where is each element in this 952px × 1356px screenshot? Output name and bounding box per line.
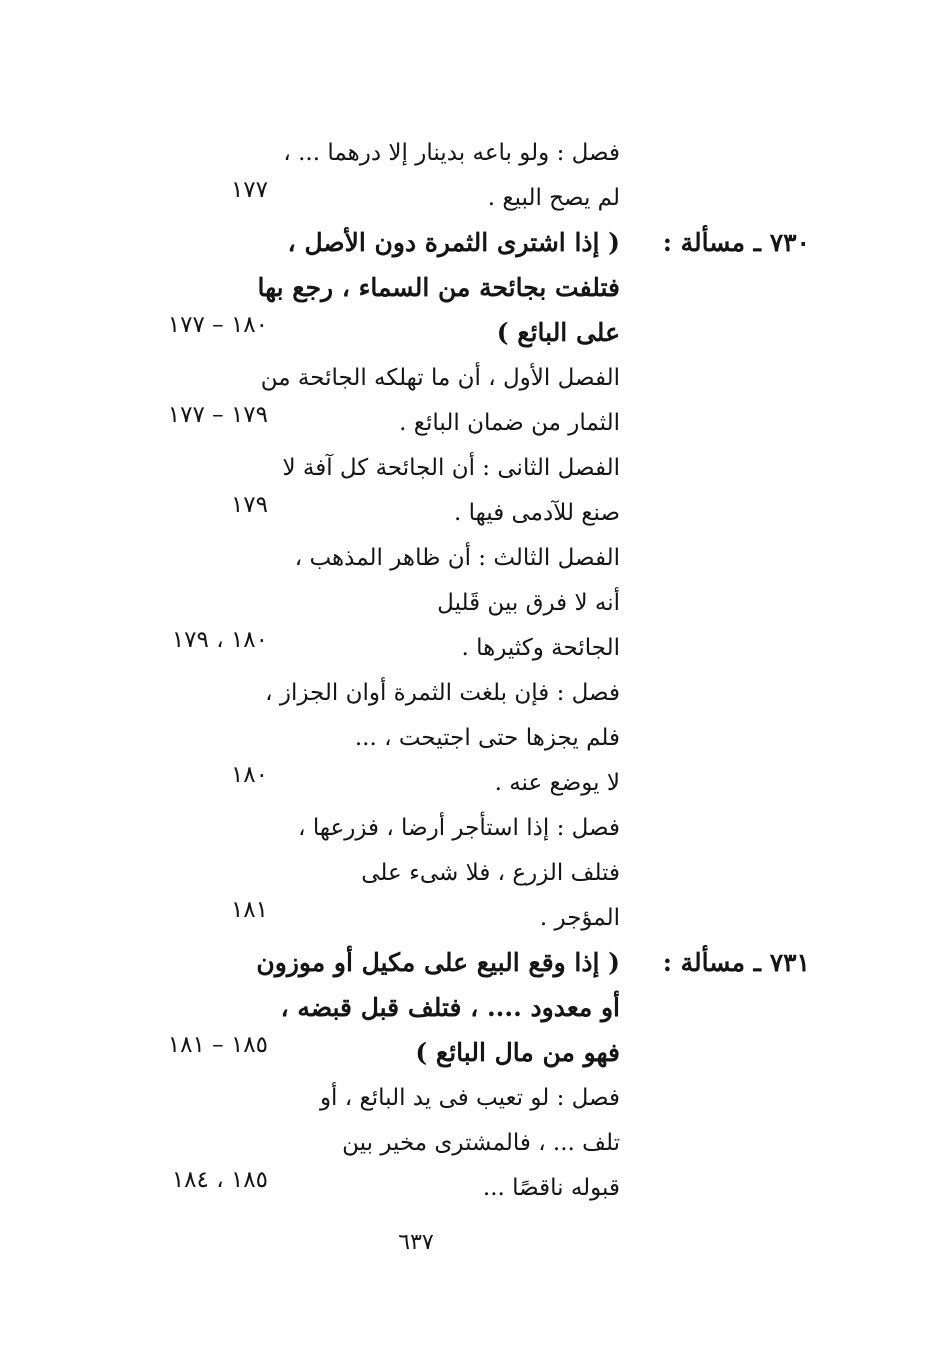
section-text: الثمار من ضمان البائع .	[399, 410, 620, 436]
section-text: فصل : إذا استأجر أرضا ، فزرعها ،	[298, 815, 620, 841]
issue-text: ( إذا اشترى الثمرة دون الأصل ،	[287, 228, 620, 257]
text-line	[260, 1165, 620, 1211]
text-line	[260, 850, 620, 896]
page-reference: ١٨٥ – ١٨١	[167, 1032, 268, 1058]
issue-text: على البائع )	[496, 318, 620, 347]
page-reference: ١٧٩ – ١٧٧	[167, 402, 268, 428]
page-number: ٦٣٧	[398, 1230, 434, 1255]
section-text: الفصل الثالث : أن ظاهر المذهب ،	[294, 545, 620, 571]
text-line	[257, 265, 620, 311]
text-line	[260, 715, 620, 761]
section-text: فصل : فإن بلغت الثمرة أوان الجزاز ،	[265, 680, 620, 706]
text-line	[260, 625, 620, 671]
text-line	[256, 940, 620, 986]
page-reference: ١٨٠ ، ١٧٩	[171, 627, 268, 653]
section-text: الجائحة وكثيرها .	[461, 635, 620, 661]
section-text: لم يصح البيع .	[487, 185, 620, 211]
text-line	[260, 1075, 620, 1121]
section-text: تلف ... ، فالمشترى مخير بين	[342, 1130, 620, 1156]
issue-text: ( إذا وقع البيع على مكيل أو موزون	[256, 948, 620, 977]
text-line	[260, 490, 620, 536]
text-line	[260, 355, 620, 401]
text-line	[260, 1120, 620, 1166]
text-line	[260, 445, 620, 491]
text-line	[260, 175, 620, 221]
section-text: أنه لا فرق بين قَليل	[437, 590, 620, 616]
section-text: فلم يجزها حتى اجتيحت ، ...	[354, 725, 620, 751]
section-text: الفصل الثانى : أن الجائحة كل آفة لا	[282, 455, 620, 481]
text-line	[260, 985, 620, 1031]
section-text: صنع للآدمى فيها .	[454, 500, 620, 526]
text-line	[260, 310, 620, 356]
issue-text: فتلفت بجائحة من السماء ، رجع بها	[257, 273, 620, 302]
page-reference: ١٨٠ – ١٧٧	[167, 312, 268, 338]
text-line	[260, 220, 620, 266]
text-line	[260, 670, 620, 716]
text-line	[260, 805, 620, 851]
section-text: الفصل الأول ، أن ما تهلكه الجائحة من	[260, 365, 620, 391]
page-reference: ١٨٠	[230, 762, 268, 788]
page-reference: ١٨١	[230, 897, 268, 923]
section-text: فتلف الزرع ، فلا شىء على	[361, 860, 620, 886]
text-line	[260, 895, 620, 941]
section-text: لا يوضع عنه .	[494, 770, 620, 796]
issue-text: فهو من مال البائع )	[415, 1038, 620, 1067]
section-text: قبوله ناقصًا ...	[482, 1175, 620, 1201]
page-reference: ١٨٥ ، ١٨٤	[171, 1167, 268, 1193]
text-line	[260, 580, 620, 626]
section-text: المؤجر .	[539, 905, 620, 931]
issue-number-label: ٧٣٠ ـ مسألة :	[662, 228, 810, 257]
text-line	[260, 130, 620, 176]
issue-text: أو معدود .... ، فتلف قبل قبضه ،	[280, 993, 620, 1022]
issue-number-label: ٧٣١ ـ مسألة :	[662, 948, 810, 977]
page-reference: ١٧٩	[230, 492, 268, 518]
text-line	[260, 1030, 620, 1076]
text-line	[260, 535, 620, 581]
section-text: فصل : ولو باعه بدينار إلا درهما ... ،	[283, 140, 620, 166]
text-line	[260, 400, 620, 446]
section-text: فصل : لو تعيب فى يد البائع ، أو	[319, 1085, 620, 1111]
page-reference: ١٧٧	[230, 177, 268, 203]
text-line	[260, 760, 620, 806]
